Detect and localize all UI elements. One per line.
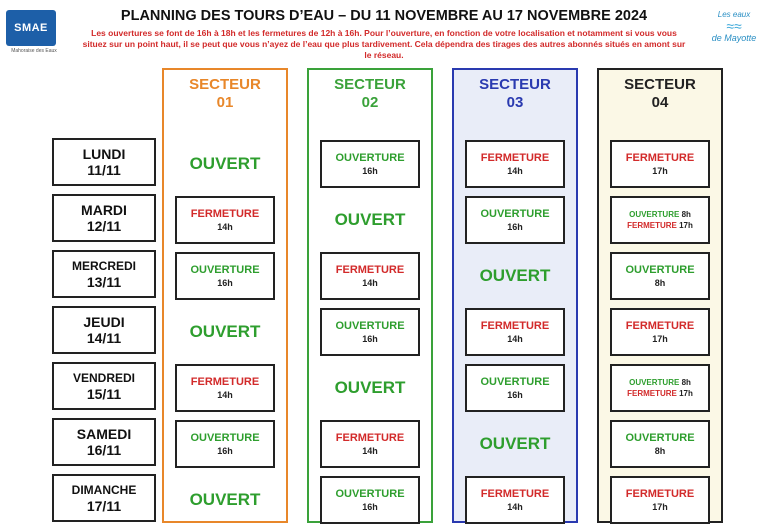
dual-open-time: 8h bbox=[681, 210, 691, 219]
smae-logo bbox=[6, 10, 62, 62]
status-fermeture bbox=[465, 476, 565, 524]
dual-open-label: OUVERTURE bbox=[629, 210, 680, 219]
status-dual bbox=[610, 364, 710, 412]
status-label: OUVERTURE bbox=[190, 264, 260, 276]
status-ouverture bbox=[320, 140, 420, 188]
day-name: MARDI bbox=[81, 201, 127, 218]
status-time: 16h bbox=[217, 446, 233, 456]
status-time: 17h bbox=[652, 166, 668, 176]
dual-close-time: 17h bbox=[679, 389, 693, 398]
dual-close-time: 17h bbox=[679, 221, 693, 230]
status-ouverture bbox=[320, 308, 420, 356]
status-open: OUVERT bbox=[479, 434, 551, 453]
status-open: OUVERT bbox=[189, 154, 261, 173]
day-box bbox=[52, 418, 156, 466]
status-open: OUVERT bbox=[334, 378, 406, 397]
sector-heading bbox=[454, 76, 576, 112]
dual-line-open bbox=[629, 377, 691, 388]
status-label: FERMETURE bbox=[335, 432, 405, 444]
day-date: 13/11 bbox=[86, 273, 122, 290]
status-label: FERMETURE bbox=[190, 208, 260, 220]
status-label: OUVERTURE bbox=[480, 208, 550, 220]
day-date: 14/11 bbox=[86, 329, 122, 346]
sector-number: 03 bbox=[506, 94, 524, 111]
status-fermeture bbox=[175, 196, 275, 244]
status-ouverture bbox=[465, 196, 565, 244]
status-open: OUVERT bbox=[479, 266, 551, 285]
day-box bbox=[52, 474, 156, 522]
status-time: 16h bbox=[362, 502, 378, 512]
status-time: 16h bbox=[362, 166, 378, 176]
day-date: 11/11 bbox=[87, 161, 121, 178]
status-label: OUVERTURE bbox=[335, 152, 405, 164]
status-time: 14h bbox=[507, 334, 523, 344]
status-time: 16h bbox=[217, 278, 233, 288]
status-fermeture bbox=[465, 140, 565, 188]
status-time: 14h bbox=[362, 446, 378, 456]
dual-open-time: 8h bbox=[681, 378, 691, 387]
status-time: 14h bbox=[507, 502, 523, 512]
dual-line-open bbox=[629, 209, 691, 220]
dual-close-label: FERMETURE bbox=[627, 389, 677, 398]
day-date: 15/11 bbox=[86, 385, 122, 402]
smae-logo-mark: SMAE bbox=[6, 10, 56, 46]
sector-number: 04 bbox=[651, 94, 669, 111]
day-name: LUNDI bbox=[82, 145, 126, 162]
status-time: 14h bbox=[507, 166, 523, 176]
status-label: FERMETURE bbox=[625, 488, 695, 500]
status-label: OUVERTURE bbox=[335, 320, 405, 332]
dual-open-label: OUVERTURE bbox=[629, 378, 680, 387]
status-fermeture bbox=[320, 252, 420, 300]
day-date: 12/11 bbox=[86, 217, 122, 234]
sector-column-02 bbox=[307, 68, 433, 523]
status-ouverture bbox=[610, 252, 710, 300]
dual-line-close bbox=[627, 220, 693, 231]
day-name: MERCREDI bbox=[71, 258, 136, 273]
day-name: SAMEDI bbox=[76, 425, 132, 442]
status-open: OUVERT bbox=[189, 322, 261, 341]
status-time: 8h bbox=[654, 278, 666, 288]
status-ouverture bbox=[465, 364, 565, 412]
day-name: VENDREDI bbox=[72, 370, 135, 385]
logo-right-line1: Les eaux bbox=[717, 10, 751, 19]
status-label: FERMETURE bbox=[625, 320, 695, 332]
day-box bbox=[52, 306, 156, 354]
day-name: DIMANCHE bbox=[71, 482, 137, 497]
sector-label: SECTEUR bbox=[334, 76, 406, 93]
status-time: 17h bbox=[652, 502, 668, 512]
status-time: 17h bbox=[652, 334, 668, 344]
status-time: 16h bbox=[507, 222, 523, 232]
dual-line-close bbox=[627, 388, 693, 399]
wave-icon: ≈≈ bbox=[726, 18, 742, 34]
day-box bbox=[52, 138, 156, 186]
sector-heading bbox=[599, 76, 721, 112]
status-ouverture bbox=[175, 252, 275, 300]
sector-heading bbox=[164, 76, 286, 112]
sector-column-03 bbox=[452, 68, 578, 523]
status-fermeture bbox=[465, 308, 565, 356]
status-dual bbox=[610, 196, 710, 244]
status-label: FERMETURE bbox=[480, 152, 550, 164]
status-label: FERMETURE bbox=[625, 152, 695, 164]
sector-number: 02 bbox=[361, 94, 379, 111]
status-label: FERMETURE bbox=[480, 320, 550, 332]
status-fermeture bbox=[610, 476, 710, 524]
sector-label: SECTEUR bbox=[189, 76, 261, 93]
status-time: 14h bbox=[362, 278, 378, 288]
page-title: PLANNING DES TOURS D’EAU – DU 11 NOVEMBRE AU 17 NOVEMBRE 2024 bbox=[120, 8, 648, 24]
status-fermeture bbox=[320, 420, 420, 468]
dual-close-label: FERMETURE bbox=[627, 221, 677, 230]
status-time: 14h bbox=[217, 390, 233, 400]
logo-right-line2: de Mayotte bbox=[711, 33, 757, 43]
day-box bbox=[52, 362, 156, 410]
status-fermeture bbox=[610, 308, 710, 356]
sector-label: SECTEUR bbox=[479, 76, 551, 93]
status-label: FERMETURE bbox=[335, 264, 405, 276]
status-ouverture bbox=[175, 420, 275, 468]
status-fermeture bbox=[175, 364, 275, 412]
sector-number: 01 bbox=[216, 94, 234, 111]
day-box bbox=[52, 250, 156, 298]
status-label: OUVERTURE bbox=[190, 432, 260, 444]
status-label: OUVERTURE bbox=[480, 376, 550, 388]
status-label: OUVERTURE bbox=[625, 432, 695, 444]
status-fermeture bbox=[610, 140, 710, 188]
sector-column-04 bbox=[597, 68, 723, 523]
sector-column-01 bbox=[162, 68, 288, 523]
smae-logo-subtitle: Mahoraise des Eaux bbox=[11, 48, 57, 54]
status-open: OUVERT bbox=[189, 490, 261, 509]
status-label: OUVERTURE bbox=[335, 488, 405, 500]
day-name: JEUDI bbox=[83, 313, 125, 330]
eaux-de-mayotte-logo bbox=[706, 10, 762, 58]
status-time: 16h bbox=[362, 334, 378, 344]
status-time: 8h bbox=[654, 446, 666, 456]
day-date: 17/11 bbox=[86, 497, 122, 514]
day-box bbox=[52, 194, 156, 242]
status-open: OUVERT bbox=[334, 210, 406, 229]
status-label: FERMETURE bbox=[190, 376, 260, 388]
status-ouverture bbox=[610, 420, 710, 468]
sector-heading bbox=[309, 76, 431, 112]
sector-label: SECTEUR bbox=[624, 76, 696, 93]
status-label: OUVERTURE bbox=[625, 264, 695, 276]
status-time: 14h bbox=[217, 222, 233, 232]
status-ouverture bbox=[320, 476, 420, 524]
page-subtitle: Les ouvertures se font de 16h à 18h et les fermetures de 12h à 16h. Pour l’ouverture, en fonction de votre localisation et notamment si vous vous situez sur un point haut, il se peut que vous n’ayez de l’eau que plus tardivement. Cela dépendra des tirages des autres abonnés situés en amont sur le réseau. bbox=[82, 28, 686, 60]
day-date: 16/11 bbox=[86, 441, 122, 458]
status-time: 16h bbox=[507, 390, 523, 400]
status-label: FERMETURE bbox=[480, 488, 550, 500]
